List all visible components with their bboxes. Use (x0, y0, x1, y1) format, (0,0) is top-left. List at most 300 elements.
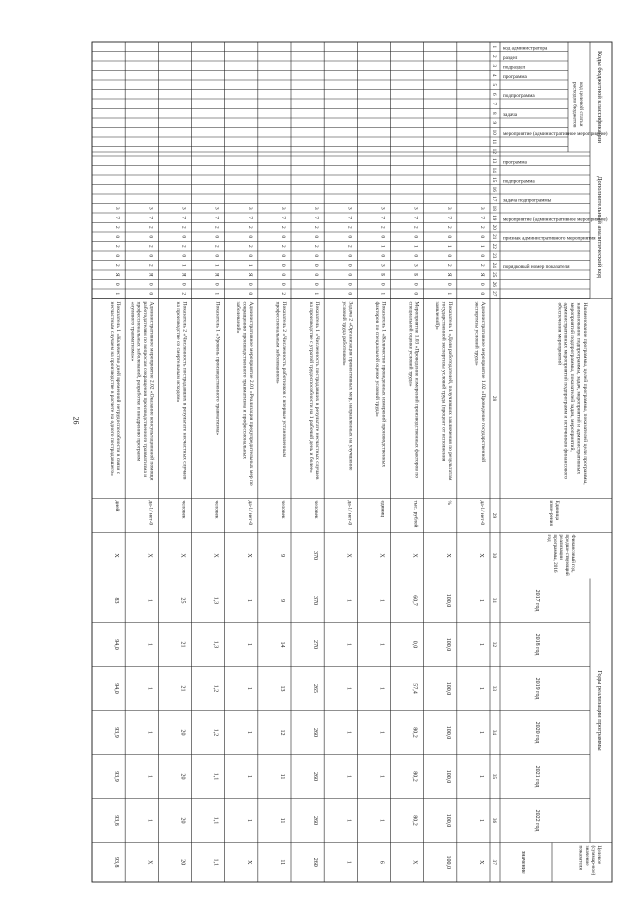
code-digit: 1 (180, 263, 187, 267)
row-unit: человек (313, 500, 320, 519)
analytic-header-label: мероприятие (административное мероприятие) (503, 216, 608, 223)
code-digit: 2 (280, 244, 286, 248)
row-2018: 270 (312, 640, 319, 649)
row-2018: 100,0 (444, 637, 451, 652)
code-digit: 2 (445, 225, 452, 229)
row-2020: 93,9 (113, 727, 120, 738)
row-2020: 1 (245, 731, 252, 734)
code-digit: 0 (213, 235, 220, 239)
row-2021: 1 (478, 775, 484, 778)
row-fin: 9 (279, 554, 285, 557)
code-digit: 2 (114, 225, 121, 229)
row-name: Показатель 1 «Количество проведенных измерений производственныхфакторов по специальной оценке условий труда» (374, 301, 387, 468)
code-digit: 2 (180, 292, 187, 296)
code-digit: Я (114, 272, 121, 277)
row-unit: да-1/ нет-0 (147, 500, 154, 526)
code-digit: 3 (280, 206, 286, 210)
code-digit: 0 (114, 282, 121, 286)
row-2017: 9 (279, 599, 285, 602)
column-number: 36 (491, 817, 497, 824)
code-digit: 0 (280, 235, 286, 239)
name-column-header: Наименование программы, целей программы, показателей цели программы,наименование подпрограммы, задач, мероприятий и административныхмероприятий подпрограммы, показателей задач, мероприятий,административных мероприятий подпрограмм и источников финансовогообеспечения мероприятий (556, 302, 588, 485)
column-number: 34 (491, 729, 497, 736)
row-fin: Х (179, 553, 186, 558)
code-digit: 2 (412, 225, 419, 229)
row-2018: 1,3 (212, 640, 219, 649)
code-header-label: раздел (503, 54, 518, 61)
column-number: 29 (491, 512, 497, 519)
code-header-label: подпрограмма (503, 92, 535, 99)
row-unit: человек (180, 500, 187, 519)
row-2017: 370 (312, 596, 319, 605)
final-subheader: значение (520, 850, 526, 874)
row-fin: Х (146, 553, 153, 558)
column-number: 35 (491, 773, 497, 780)
code-digit: 0 (313, 235, 320, 239)
row-2021: 80,2 (411, 771, 418, 782)
row-final: 20 (179, 859, 186, 866)
code-digit: 2 (180, 225, 187, 229)
code-digit: 2 (280, 292, 286, 296)
row-name: Показатель 1 «Количество дней временной нетрудоспособности в связи снесчастным случаем на производстве в расчете на одного пострадавшего» (108, 301, 122, 476)
row-final: Х (146, 860, 153, 865)
code-digit: 1 (213, 292, 220, 296)
row-2019: 265 (312, 684, 319, 693)
row-2020: 100,0 (444, 725, 451, 740)
code-digit: 0 (313, 273, 320, 277)
code-digit: 0 (180, 282, 187, 286)
code-digit: 2 (147, 244, 154, 248)
row-2017: 1 (378, 599, 385, 602)
row-2018: 1 (146, 643, 153, 646)
row-2017: 1 (478, 599, 484, 602)
column-number: 31 (491, 597, 497, 604)
code-digit: 2 (147, 225, 154, 229)
code-digit: 3 (213, 206, 220, 210)
code-digit: 0 (346, 263, 353, 267)
code-digit: 0 (346, 273, 353, 277)
code-digit: 0 (346, 292, 353, 296)
column-number: 28 (491, 395, 497, 402)
row-2020: 1 (478, 731, 484, 734)
row-2022: 260 (312, 816, 319, 825)
row-2019: 1 (345, 687, 352, 690)
code-digit: 2 (246, 225, 253, 229)
column-number: 7 (491, 102, 497, 106)
code-digit: 0 (379, 235, 386, 239)
code-digit: Б (379, 273, 386, 277)
code-digit: Я (147, 272, 154, 277)
column-number: 33 (491, 685, 497, 692)
row-2022: 93,8 (113, 815, 120, 826)
code-digit: 2 (147, 263, 154, 267)
code-digit: 0 (412, 292, 419, 296)
code-digit: 7 (379, 216, 386, 220)
row-2022: 1 (378, 819, 385, 822)
analytic-header-label: подпрограмма (503, 178, 535, 185)
code-digit: 0 (412, 282, 419, 286)
column-number: 13 (491, 158, 497, 164)
code-digit: 1 (246, 263, 253, 267)
row-2021: 1 (345, 775, 352, 778)
row-2022: 1 (245, 819, 252, 822)
row-2019: 13 (279, 685, 285, 692)
code-digit: 0 (180, 254, 187, 258)
code-digit: 3 (379, 263, 386, 267)
column-number: 8 (491, 111, 497, 115)
column-number: 16 (491, 186, 497, 192)
code-digit: 0 (213, 254, 220, 258)
row-final: 100,0 (444, 855, 451, 869)
year-column-header: 2017 год (534, 589, 540, 612)
row-2022: 11 (279, 817, 285, 824)
row-fin: Х (245, 553, 252, 558)
row-unit: да-1/ нет-0 (479, 500, 485, 526)
row-name: Административное мероприятие 1.02 «Проведение государственнойэкспертизы условий труда» (473, 301, 486, 463)
year-column-header: 2022 год (534, 809, 540, 832)
code-digit: 2 (280, 225, 286, 229)
code-digit: 7 (180, 216, 187, 220)
code-digit: 0 (114, 235, 121, 239)
row-name: Мероприятие 1.03 «Проведение измерений производственных факторов поспециальной оценке условий труда» (407, 301, 420, 478)
column-number: 1 (491, 45, 497, 49)
row-2020: 1 (146, 731, 153, 734)
column-number: 25 (491, 272, 497, 278)
code-digit: 0 (246, 235, 253, 239)
code-digit: 0 (445, 254, 452, 258)
code-digit: 7 (213, 216, 220, 220)
row-2020: 260 (312, 728, 319, 737)
row-name: Административное мероприятие 2.02 «Оказание консультационной помощиработодателям по вопросам сокращения производственного травматизма ипрофессиональных заболеваний, разработке и внедрению программ«нулевого травматизма»» (129, 301, 155, 481)
code-header-label: мероприятие (административное мероприятие) (503, 130, 608, 137)
analytic-header-label: порядковый номер показателя (503, 263, 570, 270)
row-2022: 1 (146, 819, 153, 822)
row-2020: 1 (345, 731, 352, 734)
row-2021: 260 (312, 772, 319, 781)
code-digit: 2 (114, 263, 121, 267)
code-digit: 0 (379, 282, 386, 286)
row-fin: Х (378, 553, 385, 558)
code-digit: 1 (479, 244, 485, 248)
row-2017: 100,0 (444, 593, 451, 608)
column-number: 24 (491, 262, 497, 268)
code-digit: 0 (280, 282, 286, 286)
code-digit: 0 (412, 254, 419, 258)
column-number: 9 (491, 121, 497, 125)
code-digit: Я (213, 272, 220, 277)
analytic-group-title: Дополнительный аналитический код (596, 176, 603, 278)
code-digit: 0 (313, 263, 320, 267)
row-2017: 60,7 (411, 595, 418, 606)
row-2019: 100,0 (444, 681, 451, 696)
column-number: 12 (491, 148, 497, 154)
row-2022: 1,1 (212, 816, 219, 825)
analytic-header-label: программа (503, 159, 527, 166)
row-2021: 93,9 (113, 771, 120, 782)
code-digit: 0 (346, 254, 353, 258)
code-digit: 3 (479, 206, 485, 210)
year-column-header: 2019 год (534, 677, 540, 700)
code-digit: 0 (479, 235, 485, 239)
row-unit: да-1/ нет-0 (246, 500, 253, 526)
code-digit: 3 (346, 206, 353, 210)
row-2020: 1,2 (212, 728, 219, 737)
code-digit: 3 (147, 206, 154, 210)
row-unit: тыс. рублей (412, 500, 419, 528)
row-unit: единиц (379, 500, 386, 518)
code-header-label: код администратора (503, 45, 548, 52)
code-digit: 7 (147, 216, 154, 220)
code-digit: 0 (445, 235, 452, 239)
code-digit: 0 (180, 235, 187, 239)
code-digit: 1 (445, 292, 452, 296)
row-2020: 12 (279, 729, 285, 736)
row-name: Показатель 1 «Доля работодателей, получивших заключения по результатамгосударственной экспертизы условий труда (процент от исполнениязаявлений)» (434, 301, 453, 481)
column-number: 11 (491, 139, 497, 145)
column-number: 22 (491, 243, 497, 249)
row-2019: 94,0 (113, 683, 120, 694)
row-2022: 1 (478, 819, 484, 822)
row-2018: 1 (378, 643, 385, 646)
row-unit: % (445, 500, 452, 505)
code-digit: 3 (379, 206, 386, 210)
row-unit: дней (114, 500, 121, 512)
code-digit: 0 (114, 254, 121, 258)
row-2017: 83 (113, 597, 120, 604)
code-header-label: программа (503, 73, 527, 80)
code-digit: 2 (379, 225, 386, 229)
code-digit: 0 (346, 282, 353, 286)
column-number: 10 (491, 129, 497, 135)
row-2019: 1 (245, 687, 252, 690)
code-digit: Я (180, 272, 187, 277)
column-number: 17 (491, 196, 497, 202)
code-digit: 0 (213, 282, 220, 286)
column-number: 27 (491, 291, 497, 297)
row-final: 11 (279, 859, 285, 866)
column-number: 23 (491, 253, 497, 259)
row-2018: 1 (245, 643, 252, 646)
row-unit: человек (280, 500, 286, 519)
row-2021: 1,1 (212, 772, 219, 781)
row-fin: Х (113, 553, 120, 558)
code-digit: 0 (147, 235, 154, 239)
code-digit: 2 (180, 244, 187, 248)
row-final: 93,8 (113, 857, 120, 868)
row-2017: 1,3 (212, 596, 219, 605)
column-number: 37 (491, 859, 497, 865)
row-final: Х (245, 860, 252, 865)
row-2022: 100,0 (444, 813, 451, 828)
row-fin: Х (345, 553, 352, 558)
row-2020: 80,2 (411, 727, 418, 738)
column-number: 3 (491, 64, 497, 68)
row-final: Х (411, 860, 418, 865)
column-number: 6 (491, 92, 497, 96)
row-2022: 80,2 (411, 815, 418, 826)
column-number: 14 (491, 167, 497, 173)
row-2021: 20 (179, 773, 186, 780)
row-final: 6 (378, 860, 385, 864)
unit-column-header: Единицаизме-рения (547, 500, 560, 526)
code-digit: 0 (346, 235, 353, 239)
row-2019: 1 (378, 687, 385, 690)
row-final: Х (478, 860, 484, 865)
code-digit: Я (246, 272, 253, 277)
analytic-header-label: задача подпрограммы (503, 197, 552, 204)
code-digit: 7 (313, 216, 320, 220)
code-digit: 3 (412, 263, 419, 267)
row-2017: 1 (146, 599, 153, 602)
row-name: Показатель 2 «Численность пострадавших в результате несчастных случаевна производстве со смертельным исходом» (175, 301, 188, 480)
code-digit: 1 (114, 292, 121, 296)
row-2017: 1 (245, 599, 252, 602)
row-2018: 21 (179, 641, 186, 648)
code-digit: 3 (445, 206, 452, 210)
row-2021: 100,0 (444, 769, 451, 784)
code-digit: 0 (280, 263, 286, 267)
code-digit: 3 (114, 206, 121, 210)
code-digit: Я (479, 272, 485, 277)
code-digit: 0 (313, 282, 320, 286)
code-digit: 2 (479, 263, 485, 267)
code-digit: Я (445, 272, 452, 277)
row-unit: да-1/ нет-0 (346, 500, 353, 526)
fin-column-header: Финансовый год,предше-ствующийреализациипрограммы, 2016год (546, 534, 576, 576)
row-2020: 20 (179, 729, 186, 736)
code-digit: 0 (445, 282, 452, 286)
row-fin: 370 (312, 551, 319, 560)
row-2018: 14 (279, 641, 285, 648)
column-number: 4 (491, 73, 497, 77)
row-2018: 1 (345, 643, 352, 646)
code-digit: 0 (147, 282, 154, 286)
row-2019: 1 (146, 687, 153, 690)
code-digit: 0 (479, 254, 485, 258)
column-number: 26 (491, 281, 497, 287)
row-name: Показатель 1 «Численность пострадавших в результате несчастных случаевна производстве с утратой трудоспособности на 1 рабочий день и более» (307, 301, 321, 480)
column-number: 20 (491, 224, 497, 230)
code-digit: 2 (346, 225, 353, 229)
code-digit: 1 (213, 263, 220, 267)
column-number: 30 (491, 552, 497, 559)
year-column-header: 2021 год (534, 765, 540, 788)
row-final: 1 (345, 860, 352, 864)
row-name: Задача 2 «Организация превентивных мер, направленных на улучшениеусловий труда работников» (341, 301, 354, 471)
code-digit: 0 (147, 254, 154, 258)
code-digit: 2 (479, 225, 485, 229)
row-2017: 1 (345, 599, 352, 602)
row-2022: 1 (345, 819, 352, 822)
row-2021: 1 (146, 775, 153, 778)
column-number: 19 (491, 215, 497, 221)
code-header-label: подраздел (503, 64, 526, 71)
code-digit: 3 (412, 206, 419, 210)
code-digit: Б (412, 273, 419, 277)
analytic-header-label: признак административного мероприятия (503, 235, 596, 242)
column-number: 21 (491, 234, 497, 240)
year-column-header: 2018 год (534, 633, 540, 656)
code-digit: 2 (313, 225, 320, 229)
code-header-label: задача (503, 111, 517, 118)
column-number: 18 (491, 205, 497, 211)
row-unit: человек (213, 500, 220, 519)
row-2020: 1 (378, 731, 385, 734)
row-2017: 25 (179, 597, 186, 604)
row-name: Показатель 2 «Численность работников с впервые установленнымпрофессиональным заболеванием» (274, 301, 287, 458)
code-digit: 2 (213, 244, 220, 248)
code-digit: 2 (246, 244, 253, 248)
column-number: 5 (491, 83, 497, 87)
code-digit: 7 (246, 216, 253, 220)
code-digit: 7 (114, 216, 121, 220)
year-column-header: 2020 год (534, 721, 540, 744)
row-2022: 20 (179, 817, 186, 824)
code-digit: 1 (379, 292, 386, 296)
page-number: 26 (71, 416, 81, 425)
code-digit: 3 (180, 206, 187, 210)
code-digit: 0 (313, 254, 320, 258)
row-2019: 1 (478, 687, 484, 690)
code-digit: 0 (147, 292, 154, 296)
row-2021: 1 (245, 775, 252, 778)
row-fin: Х (444, 553, 451, 558)
column-number: 32 (491, 641, 497, 648)
code-digit: 0 (246, 254, 253, 258)
code-digit: 2 (213, 225, 220, 229)
row-2019: 1,2 (212, 684, 219, 693)
code-digit: 2 (445, 263, 452, 267)
code-digit: 0 (379, 254, 386, 258)
row-name: Показатель 1 «Уровень производственного травматизма» (214, 301, 221, 436)
row-2019: 21 (179, 685, 186, 692)
code-digit: 0 (280, 273, 286, 277)
row-fin: Х (212, 553, 219, 558)
column-number: 2 (491, 54, 497, 58)
code-digit: 0 (246, 282, 253, 286)
column-number: 15 (491, 177, 497, 183)
row-2018: 0,0 (411, 640, 418, 649)
years-group-title: Годы реализации программы (596, 670, 603, 751)
code-digit: 0 (479, 292, 485, 296)
code-digit: 2 (346, 244, 353, 248)
row-fin: Х (478, 553, 484, 558)
code-digit: 0 (280, 254, 286, 258)
code-digit: 7 (445, 216, 452, 220)
code-digit: 0 (246, 292, 253, 296)
code-digit: 1 (313, 292, 320, 296)
row-2021: 11 (279, 773, 285, 780)
row-final: 260 (312, 857, 319, 867)
code-digit: 0 (412, 235, 419, 239)
row-2021: 1 (378, 775, 385, 778)
row-2018: 94,0 (113, 639, 120, 650)
code-digit: 3 (313, 206, 320, 210)
code-digit: 7 (280, 216, 286, 220)
codes-group-title: Коды бюджетной классификации (596, 50, 603, 144)
row-name: Административное мероприятие 2.01 «Реализация предупредительных мер посокращению производственного травматизма и профессиональныхзаболеваний» (235, 301, 254, 486)
final-column-header: Целевое(суммар-ное)значениепоказателя (577, 845, 602, 876)
code-digit: 7 (412, 216, 419, 220)
code-digit: 3 (246, 206, 253, 210)
code-digit: 7 (346, 216, 353, 220)
row-final: 1,1 (212, 858, 219, 866)
code-digit: 2 (114, 244, 121, 248)
program-table (92, 42, 612, 882)
row-2018: 1 (478, 643, 484, 646)
code-digit: 1 (379, 244, 386, 248)
code-digit: 2 (313, 244, 320, 248)
